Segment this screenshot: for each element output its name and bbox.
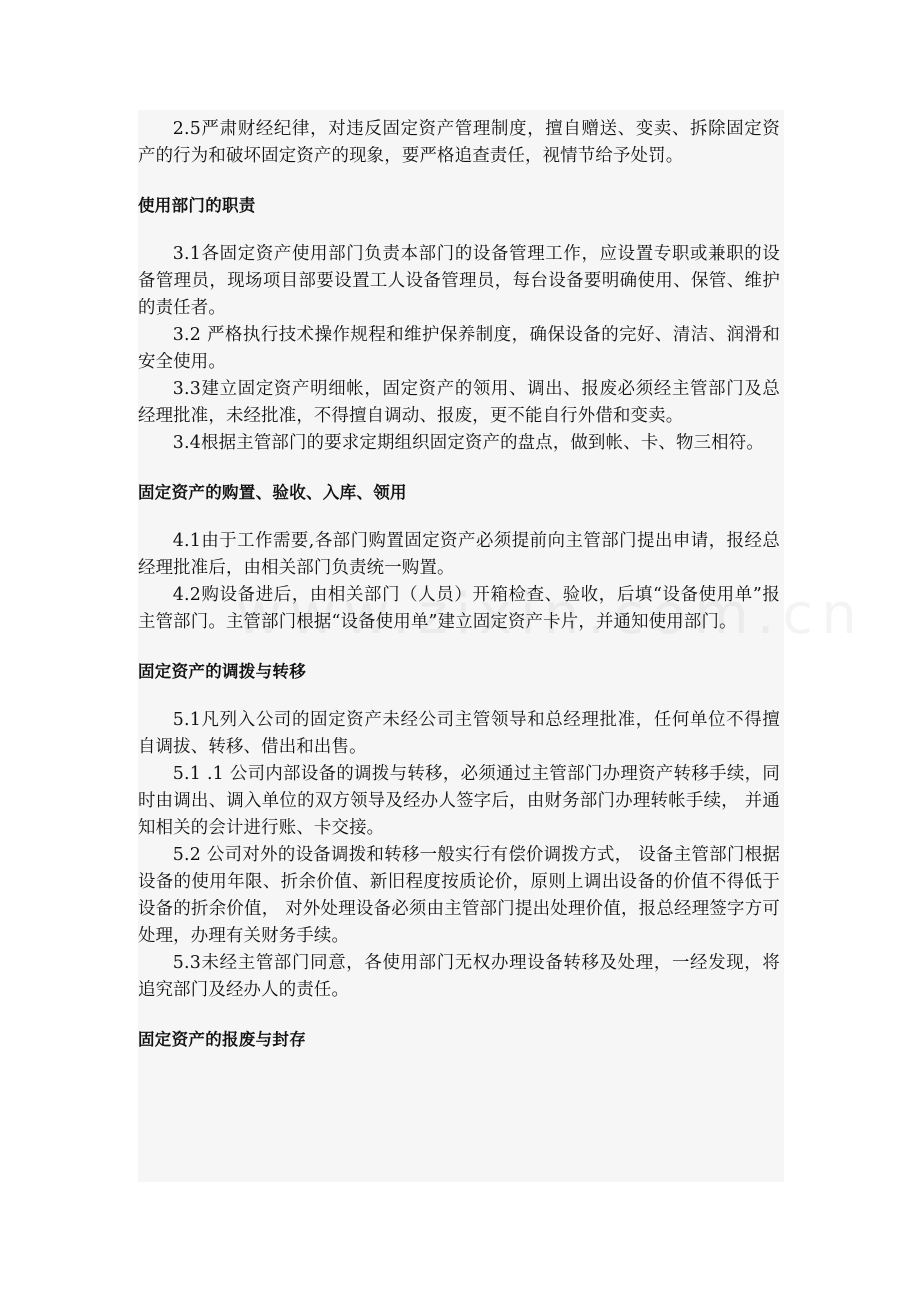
paragraph-2-5: 2.5严肃财经纪律，对违反固定资产管理制度，擅自赠送、变卖、拆除固定资产的行为和破坏固定资产的现象，要严格追查责任，视情节给予处罚。	[138, 119, 780, 166]
paragraph-3-2: 3.2 严格执行技术操作规程和维护保养制度，确保设备的完好、清洁、润滑和安全使用。	[138, 325, 780, 372]
paragraph-3-1: 3.1各固定资产使用部门负责本部门的设备管理工作，应设置专职或兼职的设备管理员，现场项目部要设置工人设备管理员，每台设备要明确使用、保管、维护的责任者。	[138, 244, 780, 318]
paragraph-5-2: 5.2 公司对外的设备调拨和转移一般实行有偿价调拨方式， 设备主管部门根据设备的使用年限、折余价值、新旧程度按质论价，原则上调出设备的价值不得低于设备的折余价值， 对外处理设备必须由主管部门提出处理价值，报总经理签字方可处理，办理有关财务手续。	[138, 845, 780, 946]
section-heading-purchase: 固定资产的购置、验收、入库、领用	[138, 483, 407, 502]
paragraph-3-4: 3.4根据主管部门的要求定期组织固定资产的盘点，做到帐、卡、物三相符。	[172, 433, 764, 453]
section-heading-transfer: 固定资产的调拨与转移	[138, 662, 306, 681]
section-heading-scrap: 固定资产的报废与封存	[138, 1030, 306, 1049]
document-page	[138, 110, 784, 1182]
paragraph-5-3: 5.3未经主管部门同意，各使用部门无权办理设备转移及处理，一经发现，将追究部门及经办人的责任。	[138, 953, 780, 1000]
paragraph-4-1: 4.1由于工作需要,各部门购置固定资产必须提前向主管部门提出申请，报经总经理批准后，由相关部门负责统一购置。	[138, 531, 780, 578]
paragraph-5-1-1: 5.1 .1 公司内部设备的调拨与转移，必须通过主管部门办理资产转移手续，同时由调出、调入单位的双方领导及经办人签字后，由财务部门办理转帐手续， 并通知相关的会计进行账、卡交接。	[138, 764, 780, 838]
section-heading-use-dept: 使用部门的职责	[138, 196, 256, 215]
paragraph-4-2: 4.2购设备进后，由相关部门（人员）开箱检查、验收，后填“设备使用单”报主管部门。主管部门根据“设备使用单”建立固定资产卡片，并通知使用部门。	[138, 585, 780, 632]
paragraph-5-1: 5.1凡列入公司的固定资产未经公司主管领导和总经理批准，任何单位不得擅自调拔、转移、借出和出售。	[138, 710, 780, 757]
paragraph-3-3: 3.3建立固定资产明细帐，固定资产的领用、调出、报废必须经主管部门及总经理批准，未经批准，不得擅自调动、报废，更不能自行外借和变卖。	[138, 379, 780, 426]
